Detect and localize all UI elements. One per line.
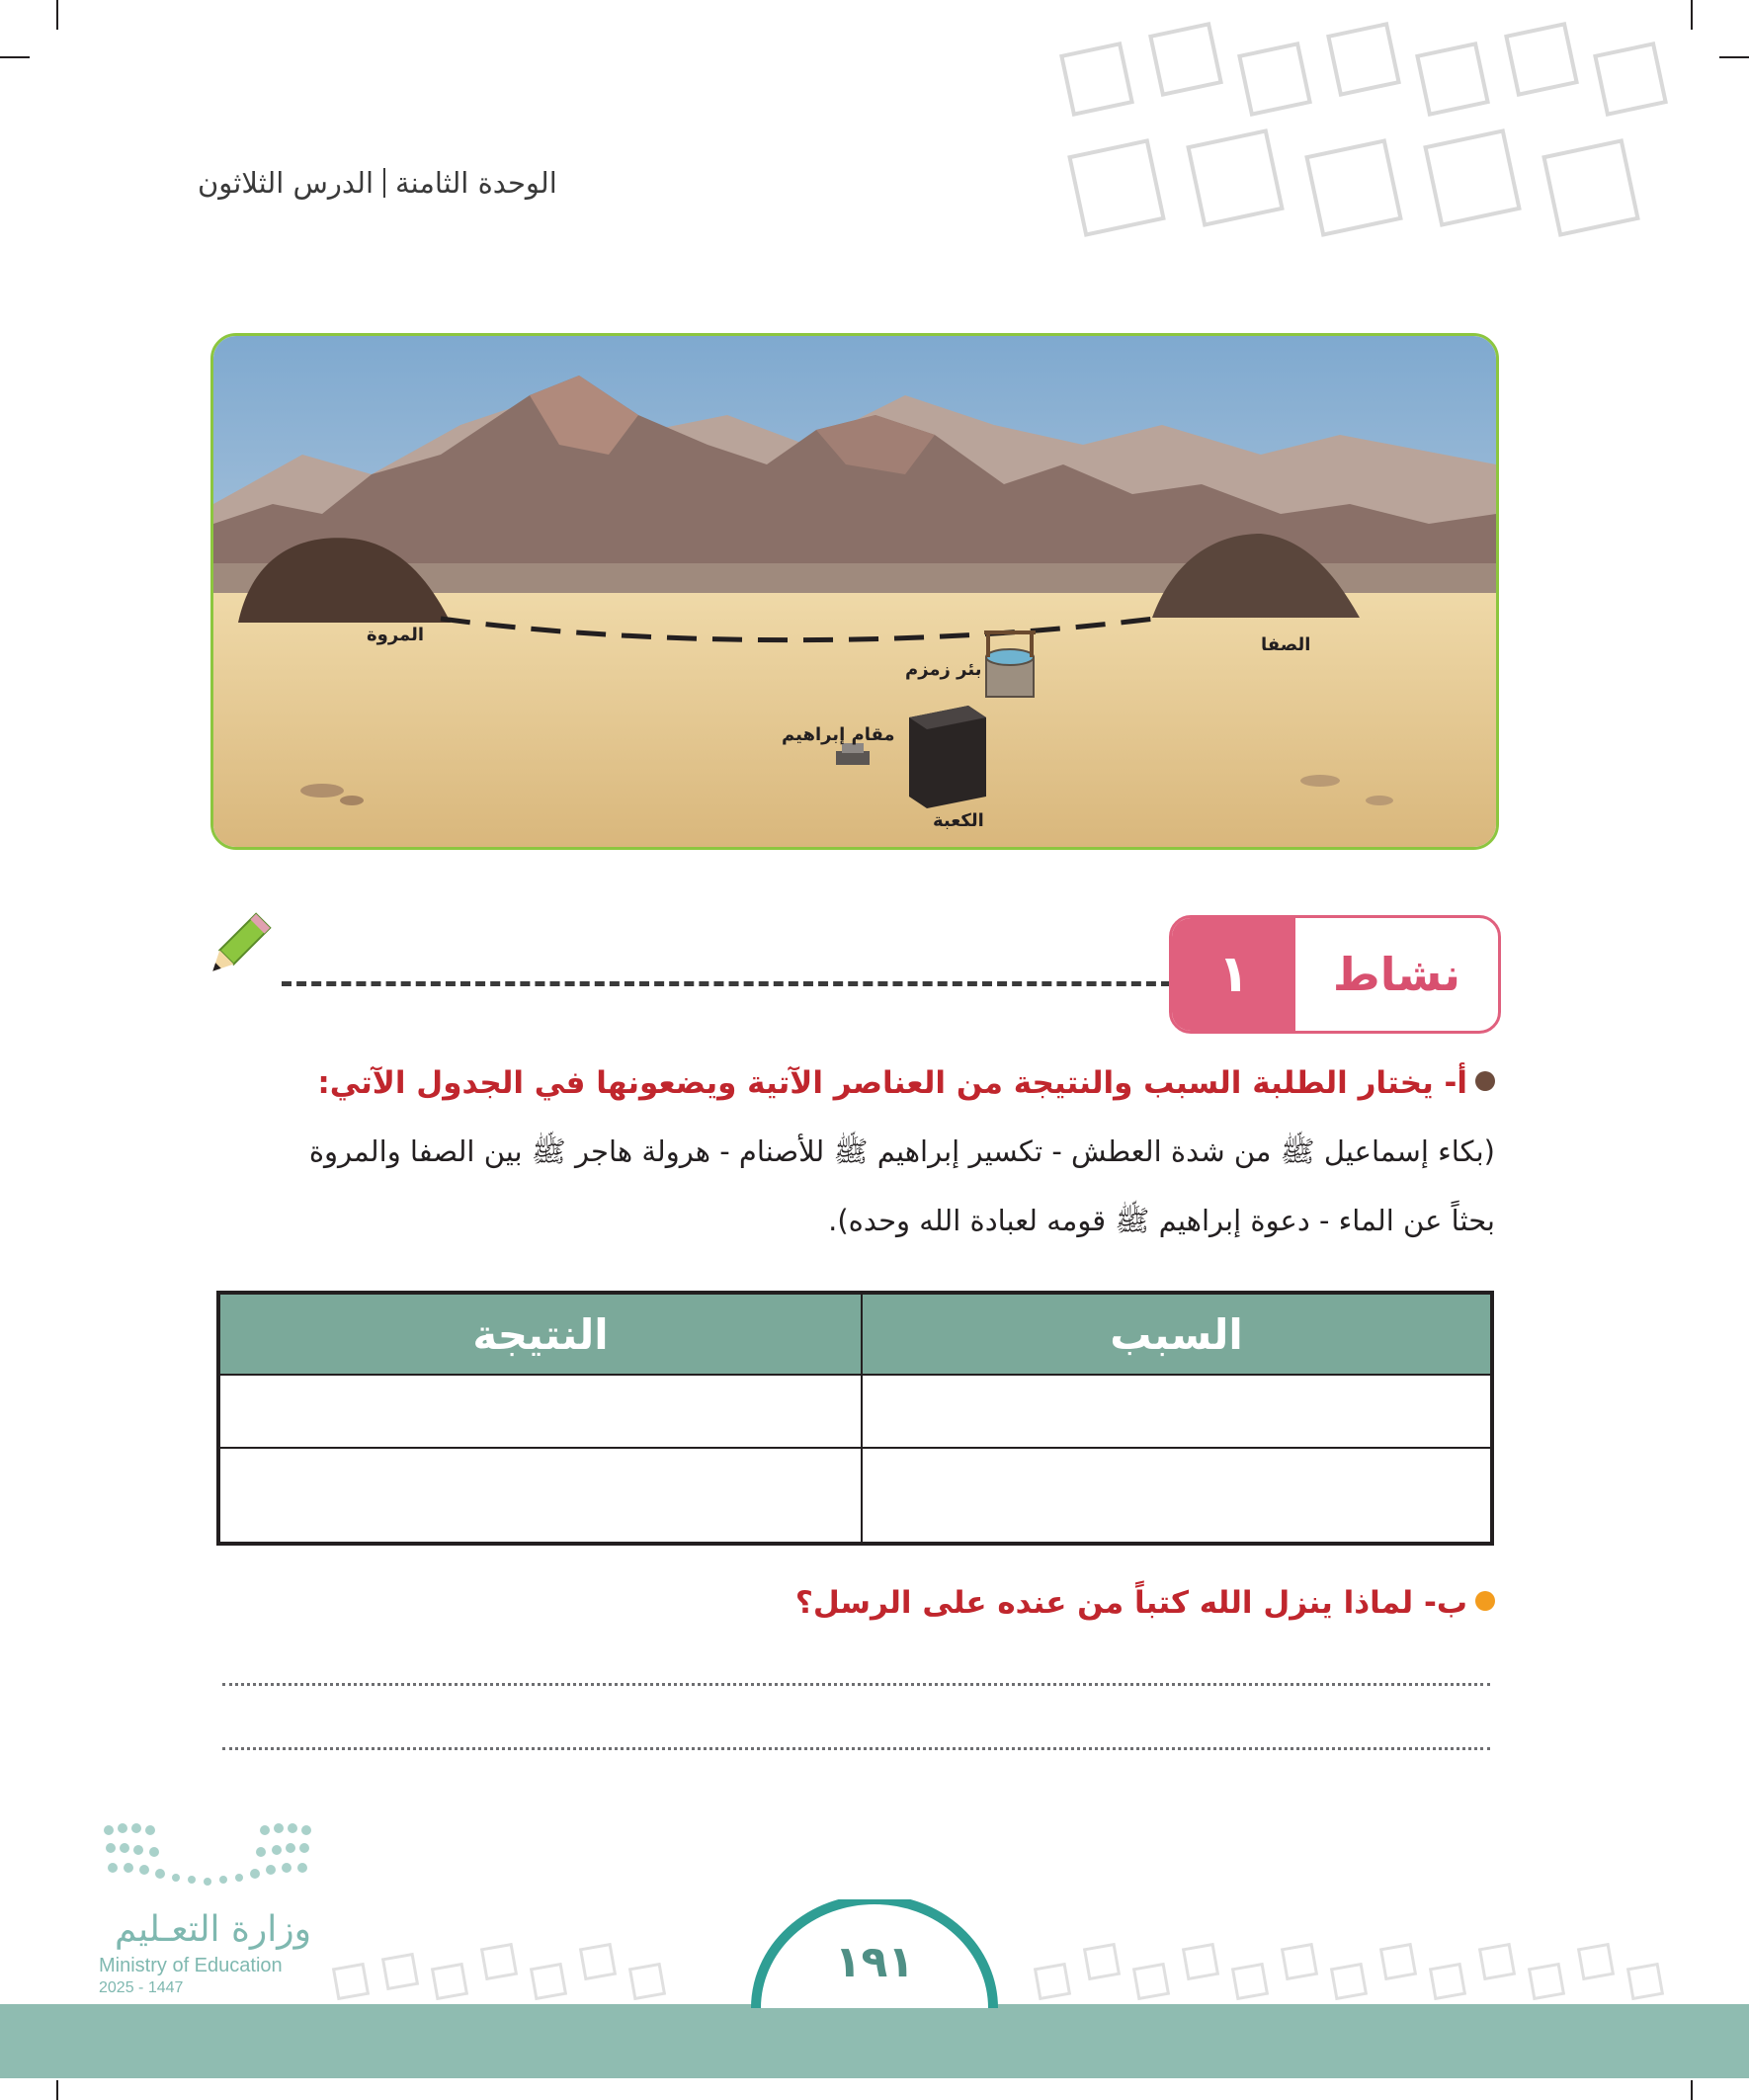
decorative-pattern bbox=[1047, 20, 1719, 277]
label-safa: الصفا bbox=[1261, 634, 1311, 655]
bullet-icon bbox=[1475, 1071, 1495, 1091]
desert-landscape bbox=[213, 336, 1496, 847]
crop-mark bbox=[0, 56, 30, 58]
question-a bbox=[317, 1065, 1495, 1101]
question-b-title: ب- لماذا ينزل الله كتباً من عنده على الرسل؟ bbox=[794, 1585, 1467, 1621]
answer-line[interactable] bbox=[222, 1747, 1490, 1750]
cause-cell[interactable] bbox=[862, 1375, 1492, 1448]
decorative-pattern bbox=[326, 1878, 1729, 2004]
unit-title: الوحدة الثامنة bbox=[395, 166, 557, 200]
activity-label: نشاط bbox=[1332, 948, 1461, 1001]
cause-effect-table bbox=[216, 1291, 1494, 1546]
ministry-year: 2025 - 1447 bbox=[99, 1979, 184, 1996]
label-maqam-ibrahim: مقام إبراهيم bbox=[782, 724, 895, 745]
header-cause: السبب bbox=[862, 1293, 1492, 1375]
page-number-arc bbox=[748, 1899, 1001, 2097]
ministry-name-arabic: وزارة التعـليم bbox=[115, 1909, 311, 1950]
effect-cell[interactable] bbox=[218, 1448, 862, 1544]
crop-mark bbox=[1719, 56, 1749, 58]
label-kaaba: الكعبة bbox=[933, 810, 984, 831]
dashed-divider bbox=[282, 981, 1171, 986]
label-zamzam: بئر زمزم bbox=[905, 659, 982, 680]
lesson-title: الدرس الثلاثون bbox=[198, 166, 375, 200]
question-b bbox=[795, 1585, 1495, 1621]
ministry-logo-icon bbox=[99, 1818, 316, 1907]
header-effect: النتيجة bbox=[218, 1293, 862, 1375]
activity-header bbox=[1169, 915, 1501, 1034]
ministry-name-english: Ministry of Education bbox=[99, 1955, 283, 1976]
table-row bbox=[218, 1375, 1492, 1448]
crop-mark bbox=[56, 2080, 58, 2100]
table-row bbox=[218, 1448, 1492, 1544]
question-a-title: أ- يختار الطلبة السبب والنتيجة من العناصر الآتية ويضعونها في الجدول الآتي: bbox=[317, 1065, 1467, 1101]
crop-mark bbox=[1691, 2080, 1693, 2100]
activity-number: ١ bbox=[1172, 918, 1295, 1031]
cause-cell[interactable] bbox=[862, 1448, 1492, 1544]
items-line-1: (بكاء إسماعيل ﷺ من شدة العطش - تكسير إبراهيم ﷺ للأصنام - هرولة هاجر ﷺ بين الصفا والمروة bbox=[308, 1134, 1495, 1168]
mecca-scene-illustration bbox=[210, 333, 1499, 850]
bullet-icon bbox=[1475, 1591, 1495, 1611]
crop-mark bbox=[56, 0, 58, 30]
header-separator bbox=[383, 168, 385, 198]
label-marwa: المروة bbox=[367, 625, 425, 645]
page-number: ١٩١ bbox=[834, 1937, 915, 1987]
lesson-header bbox=[198, 166, 613, 200]
pencil-icon bbox=[203, 912, 272, 981]
items-line-2: بحثاً عن الماء - دعوة إبراهيم ﷺ قومه لعبادة الله وحده). bbox=[828, 1204, 1495, 1237]
answer-line[interactable] bbox=[222, 1683, 1490, 1686]
table-header-row bbox=[218, 1293, 1492, 1375]
effect-cell[interactable] bbox=[218, 1375, 862, 1448]
